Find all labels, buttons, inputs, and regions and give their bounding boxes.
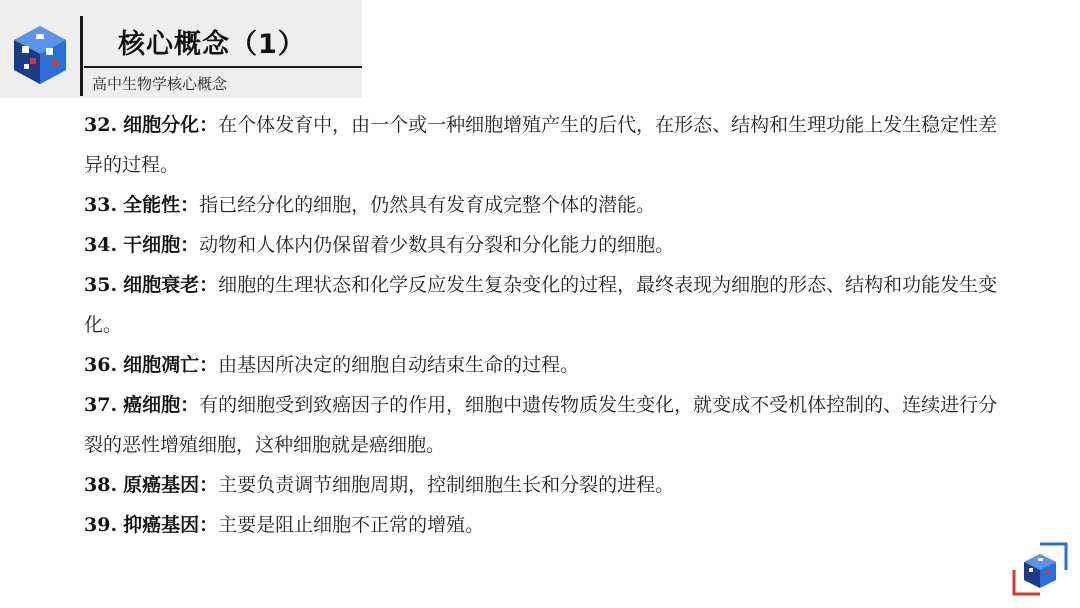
concept-definition: 有的细胞受到致癌因子的作用，细胞中遗传物质发生变化，就变成不受机体控制的、连续进行分裂的恶性增殖细胞，这种细胞就是癌细胞。 xyxy=(84,394,998,456)
header-band xyxy=(0,0,362,98)
concept-item xyxy=(84,185,1004,225)
concept-list xyxy=(84,105,1004,545)
concept-definition: 指已经分化的细胞，仍然具有发育成完整个体的潜能。 xyxy=(199,194,656,216)
concept-item xyxy=(84,345,1004,385)
concept-item xyxy=(84,225,1004,265)
header-vertical-bar xyxy=(80,16,83,96)
concept-definition: 动物和人体内仍保留着少数具有分裂和分化能力的细胞。 xyxy=(199,234,675,256)
concept-number: 36. xyxy=(84,354,118,376)
concept-item xyxy=(84,105,1004,185)
concept-item xyxy=(84,505,1004,545)
concept-term: 全能性： xyxy=(123,194,200,216)
concept-number: 39. xyxy=(84,514,118,536)
page-title: 核心概念（1） xyxy=(118,29,306,60)
concept-number: 38. xyxy=(84,474,118,496)
concept-definition: 由基因所决定的细胞自动结束生命的过程。 xyxy=(218,354,580,376)
concept-definition: 主要是阻止细胞不正常的增殖。 xyxy=(218,514,485,536)
concept-item xyxy=(84,385,1004,465)
cube-corner-icon xyxy=(1010,540,1070,598)
concept-number: 33. xyxy=(84,194,118,216)
cube-logo-icon xyxy=(10,24,70,86)
concept-definition: 细胞的生理状态和化学反应发生复杂变化的过程，最终表现为细胞的形态、结构和功能发生变化。 xyxy=(84,274,998,336)
concept-definition: 在个体发育中，由一个或一种细胞增殖产生的后代，在形态、结构和生理功能上发生稳定性差异的过程。 xyxy=(84,114,998,176)
concept-number: 32. xyxy=(84,114,118,136)
concept-definition: 主要负责调节细胞周期，控制细胞生长和分裂的进程。 xyxy=(218,474,675,496)
header-underline xyxy=(84,66,362,68)
concept-number: 37. xyxy=(84,394,118,416)
concept-term: 癌细胞： xyxy=(123,394,200,416)
concept-term: 干细胞： xyxy=(123,234,200,256)
concept-item xyxy=(84,465,1004,505)
concept-term: 细胞衰老： xyxy=(123,274,219,296)
concept-term: 细胞分化： xyxy=(123,114,219,136)
concept-term: 抑癌基因： xyxy=(123,514,219,536)
concept-item xyxy=(84,265,1004,345)
concept-term: 原癌基因： xyxy=(123,474,219,496)
concept-number: 35. xyxy=(84,274,118,296)
concept-term: 细胞凋亡： xyxy=(123,354,219,376)
page-subtitle: 高中生物学核心概念 xyxy=(92,75,228,93)
concept-number: 34. xyxy=(84,234,118,256)
